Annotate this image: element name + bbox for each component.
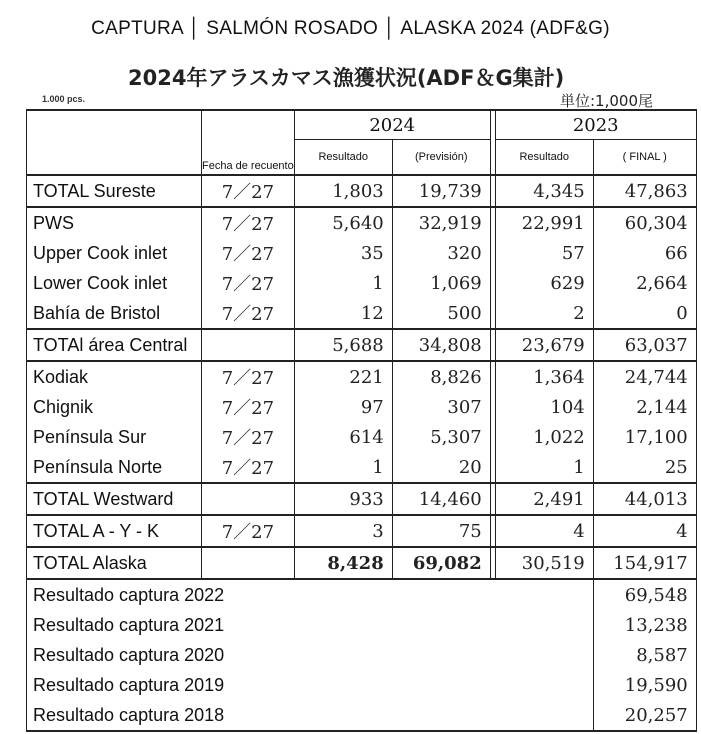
history-value: 8,587 <box>593 640 696 670</box>
header-fecha: Fecha de recuento <box>202 110 295 175</box>
row-prevision: 14,460 <box>392 483 490 515</box>
row-final: 47,863 <box>593 175 696 207</box>
header-final: ( FINAL ) <box>593 140 696 176</box>
history-label: Resultado captura 2018 <box>27 700 594 731</box>
row-resultado-2024: 614 <box>294 422 392 452</box>
table-body <box>27 110 697 731</box>
row-final: 17,100 <box>593 422 696 452</box>
row-prevision: 307 <box>392 392 490 422</box>
row-prevision: 19,739 <box>392 175 490 207</box>
history-value: 20,257 <box>593 700 696 731</box>
history-value: 69,548 <box>593 579 696 610</box>
row-resultado-2024: 933 <box>294 483 392 515</box>
row-final: 154,917 <box>593 547 696 579</box>
row-label: TOTAL Westward <box>27 483 202 515</box>
row-resultado-2023: 30,519 <box>495 547 593 579</box>
row-resultado-2024: 1 <box>294 268 392 298</box>
row-resultado-2023: 1,022 <box>495 422 593 452</box>
row-final: 60,304 <box>593 207 696 238</box>
history-value: 13,238 <box>593 610 696 640</box>
row-resultado-2023: 629 <box>495 268 593 298</box>
header-prevision: (Previsión) <box>392 140 490 176</box>
row-final: 0 <box>593 298 696 329</box>
table-row <box>27 298 697 329</box>
row-date: 7／27 <box>202 298 295 329</box>
row-resultado-2024: 35 <box>294 238 392 268</box>
row-date: 7／27 <box>202 392 295 422</box>
row-resultado-2024: 97 <box>294 392 392 422</box>
row-label: Península Norte <box>27 452 202 483</box>
header-resultado-2024: Resultado <box>294 140 392 176</box>
catch-table <box>26 109 697 732</box>
row-date: 7／27 <box>202 515 295 547</box>
row-label: TOTAL A - Y - K <box>27 515 202 547</box>
row-date: 7／27 <box>202 207 295 238</box>
history-row <box>27 670 697 700</box>
history-label: Resultado captura 2019 <box>27 670 594 700</box>
table-row <box>27 207 697 238</box>
row-final: 4 <box>593 515 696 547</box>
row-label: TOTAL Sureste <box>27 175 202 207</box>
table-row <box>27 515 697 547</box>
row-date: 7／27 <box>202 422 295 452</box>
history-value: 19,590 <box>593 670 696 700</box>
header-year-2023: 2023 <box>495 110 696 140</box>
row-label: Kodiak <box>27 361 202 392</box>
row-resultado-2024: 1,803 <box>294 175 392 207</box>
row-date <box>202 547 295 579</box>
header-blank-cell <box>27 110 202 175</box>
header-row-years <box>27 110 697 140</box>
row-label: TOTAL Alaska <box>27 547 202 579</box>
row-resultado-2024: 221 <box>294 361 392 392</box>
row-label: Lower Cook inlet <box>27 268 202 298</box>
row-resultado-2024: 12 <box>294 298 392 329</box>
row-prevision: 1,069 <box>392 268 490 298</box>
header-resultado-2023: Resultado <box>495 140 593 176</box>
row-resultado-2024: 5,640 <box>294 207 392 238</box>
history-label: Resultado captura 2020 <box>27 640 594 670</box>
table-row <box>27 483 697 515</box>
row-prevision: 5,307 <box>392 422 490 452</box>
row-prevision: 500 <box>392 298 490 329</box>
japanese-title: 2024年アラスカマス漁獲状況(ADF＆G集計) <box>128 66 565 90</box>
row-label: Chignik <box>27 392 202 422</box>
row-date: 7／27 <box>202 268 295 298</box>
row-resultado-2023: 4,345 <box>495 175 593 207</box>
row-date: 7／27 <box>202 452 295 483</box>
table-row <box>27 268 697 298</box>
row-date <box>202 483 295 515</box>
row-prevision: 69,082 <box>392 547 490 579</box>
row-resultado-2024: 5,688 <box>294 329 392 361</box>
history-label: Resultado captura 2022 <box>27 579 594 610</box>
row-resultado-2024: 1 <box>294 452 392 483</box>
row-date <box>202 329 295 361</box>
row-prevision: 32,919 <box>392 207 490 238</box>
table-row <box>27 422 697 452</box>
row-resultado-2023: 4 <box>495 515 593 547</box>
row-prevision: 20 <box>392 452 490 483</box>
row-final: 2,144 <box>593 392 696 422</box>
row-prevision: 320 <box>392 238 490 268</box>
table-row <box>27 238 697 268</box>
row-label: Upper Cook inlet <box>27 238 202 268</box>
row-final: 66 <box>593 238 696 268</box>
table-row <box>27 452 697 483</box>
row-resultado-2023: 57 <box>495 238 593 268</box>
history-row <box>27 640 697 670</box>
row-resultado-2023: 22,991 <box>495 207 593 238</box>
row-resultado-2023: 2,491 <box>495 483 593 515</box>
header-year-2024: 2024 <box>294 110 490 140</box>
row-resultado-2023: 1,364 <box>495 361 593 392</box>
table-row <box>27 547 697 579</box>
row-label: Península Sur <box>27 422 202 452</box>
history-row <box>27 610 697 640</box>
row-date: 7／27 <box>202 361 295 392</box>
table-row <box>27 175 697 207</box>
row-final: 2,664 <box>593 268 696 298</box>
unit-label-japanese: 単位:1,000尾 <box>560 92 653 110</box>
row-resultado-2023: 23,679 <box>495 329 593 361</box>
unit-label: 1.000 pcs. <box>42 94 86 104</box>
row-prevision: 75 <box>392 515 490 547</box>
page-header: CAPTURA │ SALMÓN ROSADO │ ALASKA 2024 (ADF&G) <box>91 18 610 39</box>
row-label: TOTAl área Central <box>27 329 202 361</box>
row-final: 63,037 <box>593 329 696 361</box>
table-row <box>27 361 697 392</box>
history-label: Resultado captura 2021 <box>27 610 594 640</box>
row-resultado-2024: 3 <box>294 515 392 547</box>
row-label: Bahía de Bristol <box>27 298 202 329</box>
row-resultado-2023: 1 <box>495 452 593 483</box>
history-row <box>27 700 697 731</box>
row-final: 44,013 <box>593 483 696 515</box>
row-resultado-2023: 2 <box>495 298 593 329</box>
row-final: 24,744 <box>593 361 696 392</box>
table-row <box>27 392 697 422</box>
table-row <box>27 329 697 361</box>
row-final: 25 <box>593 452 696 483</box>
row-date: 7／27 <box>202 238 295 268</box>
row-date: 7／27 <box>202 175 295 207</box>
row-label: PWS <box>27 207 202 238</box>
row-prevision: 8,826 <box>392 361 490 392</box>
row-resultado-2023: 104 <box>495 392 593 422</box>
row-prevision: 34,808 <box>392 329 490 361</box>
history-row <box>27 579 697 610</box>
row-resultado-2024: 8,428 <box>294 547 392 579</box>
